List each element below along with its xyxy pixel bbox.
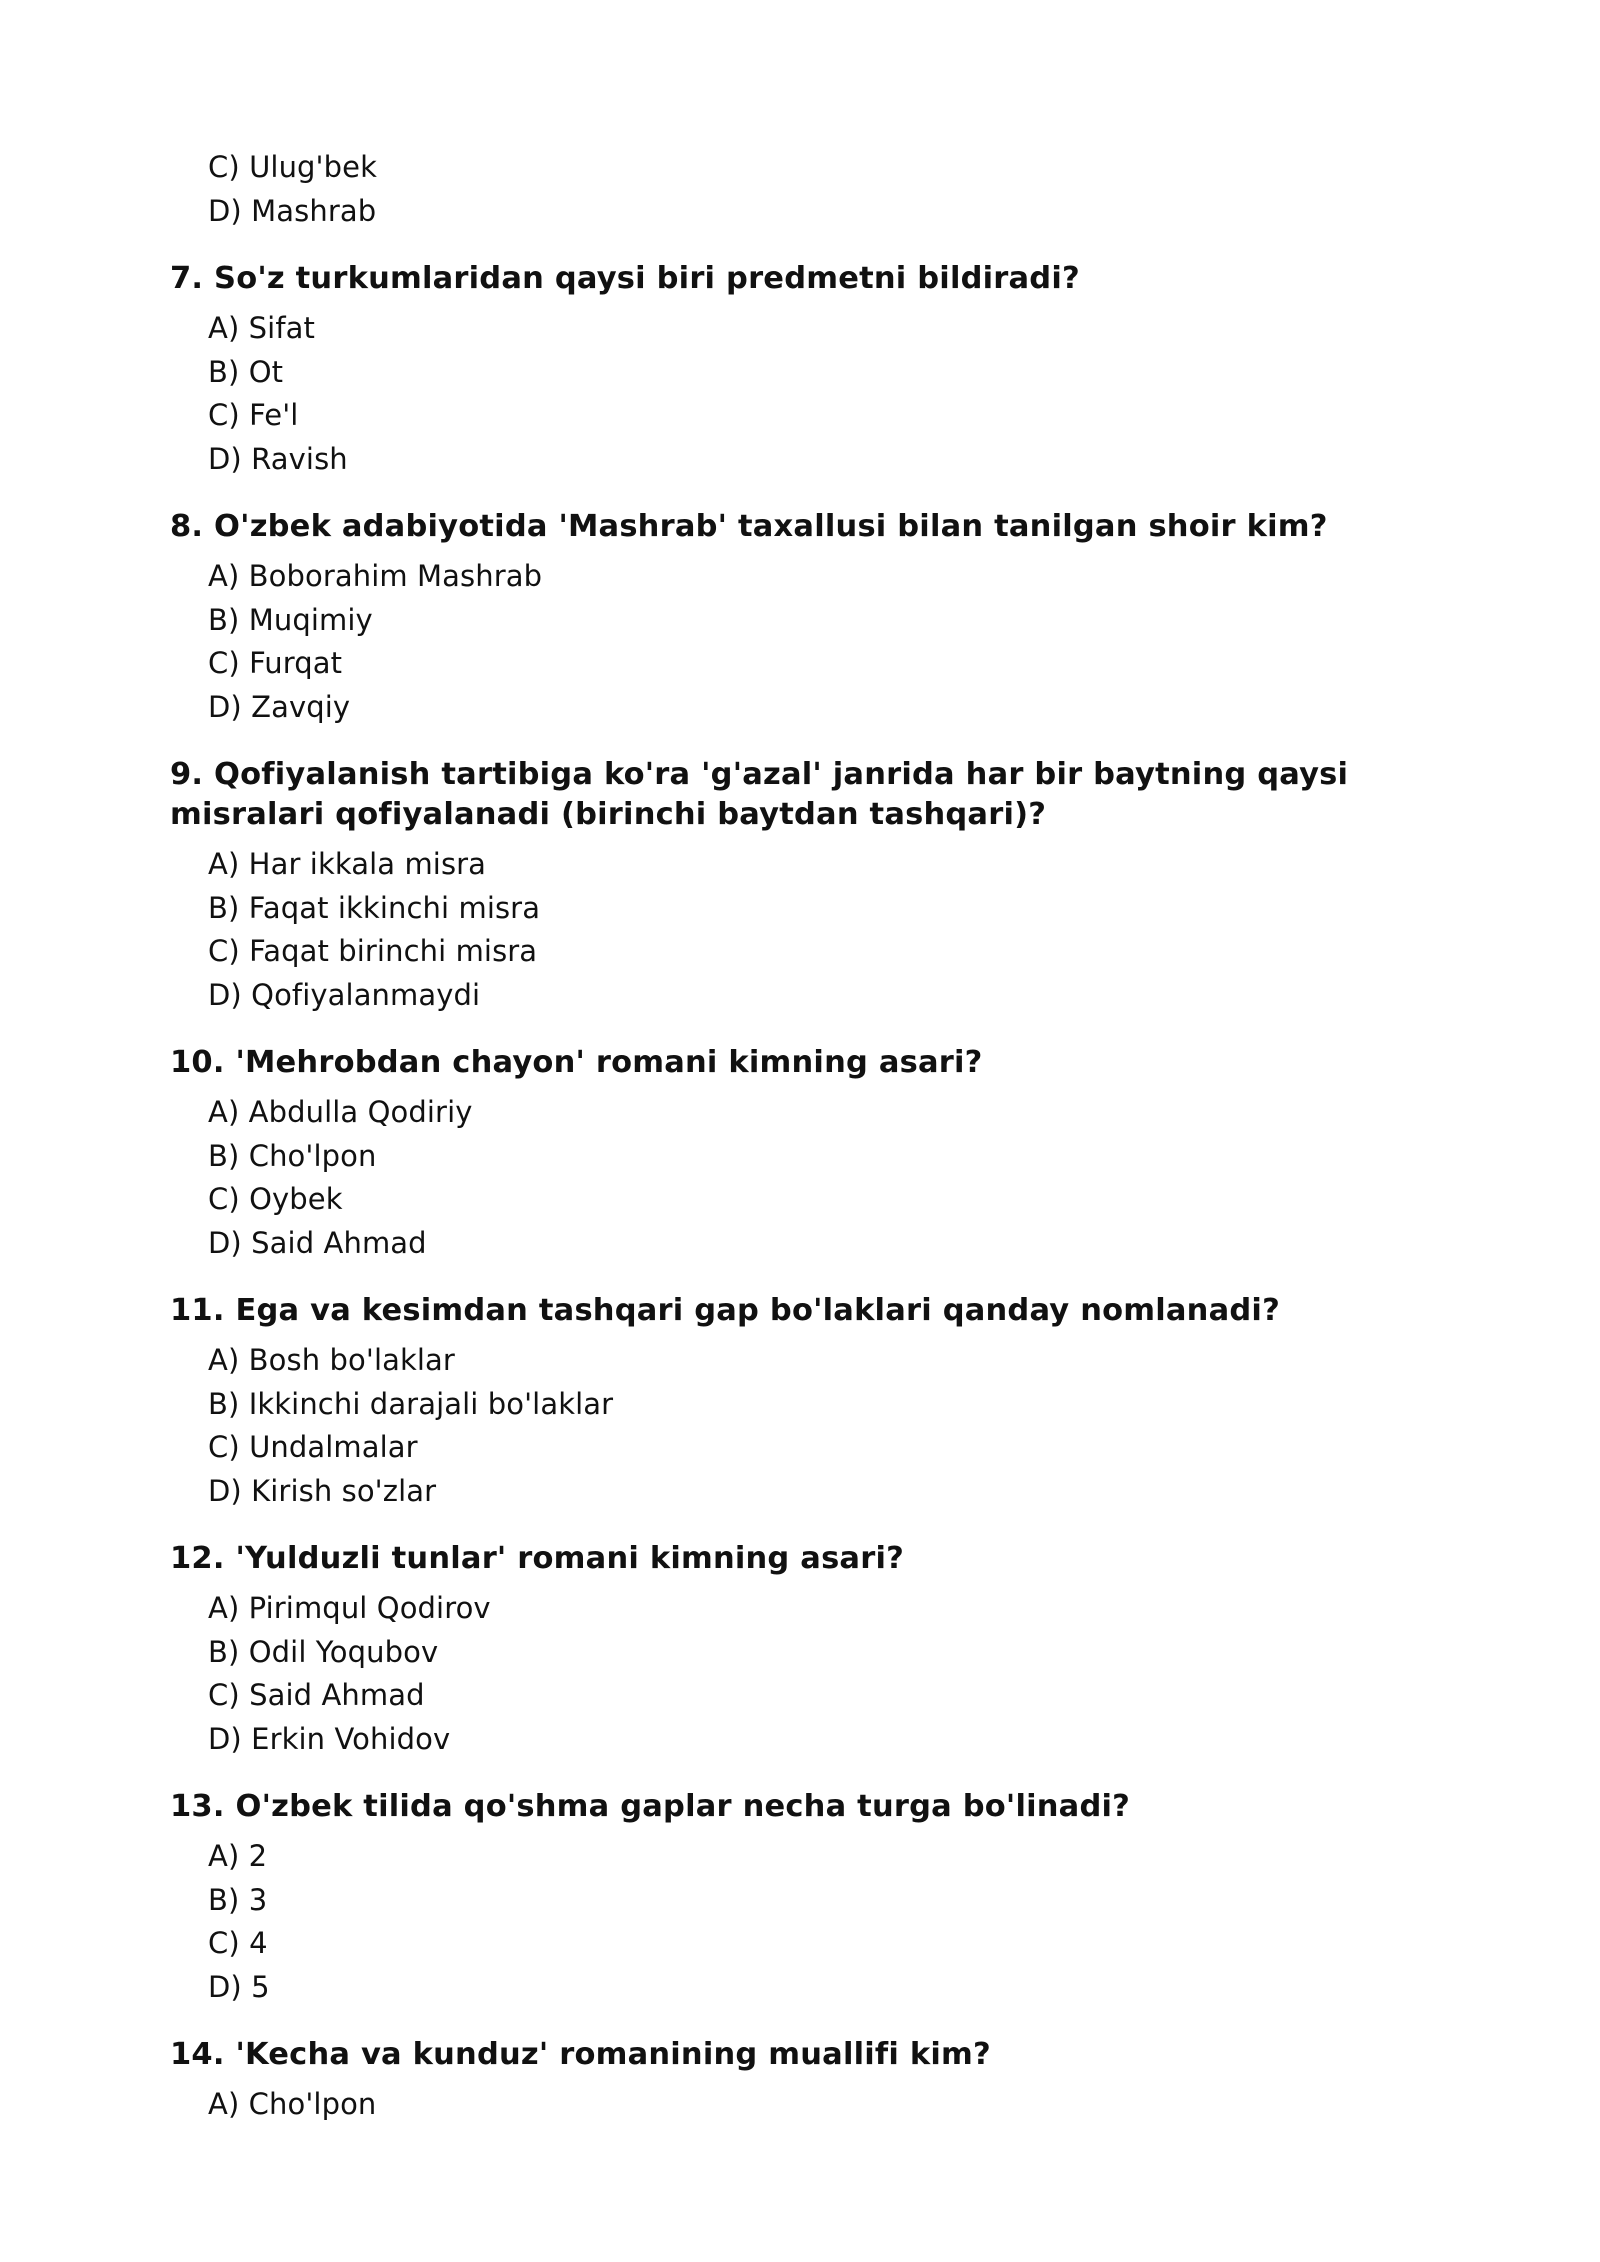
question-title: 13. O'zbek tilida qo'shma gaplar necha turga bo'linadi?	[170, 1789, 1131, 1824]
question-options	[208, 555, 1350, 729]
option-text: A) Pirimqul Qodirov	[208, 1591, 491, 1625]
option-text: A) Cho'lpon	[208, 2087, 377, 2121]
question-options	[208, 307, 1350, 481]
option-text: B) Ikkinchi darajali bo'laklar	[208, 1386, 614, 1421]
option-text: A) Har ikkala misra	[208, 847, 487, 881]
option-text: C) 4	[208, 1926, 268, 1960]
option-text: B) Faqat ikkinchi misra	[208, 890, 541, 925]
question-13	[170, 1787, 1350, 2009]
option-text: D) Zavqiy	[208, 689, 351, 724]
question-options	[208, 1339, 1350, 1513]
option-text: C) Furqat	[208, 646, 343, 680]
option-text: D) Erkin Vohidov	[208, 1721, 451, 1756]
previous-question-options	[208, 146, 1350, 233]
question-options	[208, 1091, 1350, 1265]
option-text: A) Bosh bo'laklar	[208, 1343, 455, 1377]
option-text: C) Faqat birinchi misra	[208, 934, 538, 968]
question-title: 7. So'z turkumlaridan qaysi biri predmetni bildiradi?	[170, 261, 1080, 296]
option-text: C) Said Ahmad	[208, 1678, 425, 1712]
option-text: B) Odil Yoqubov	[208, 1634, 439, 1669]
option-text: A) Sifat	[208, 311, 315, 345]
question-options	[208, 2083, 1350, 2127]
question-options	[208, 1835, 1350, 2009]
option-text: C) Ulug'bek	[208, 150, 377, 184]
option-text: D) Ravish	[208, 441, 348, 476]
option-text: B) 3	[208, 1882, 268, 1917]
option-text: C) Fe'l	[208, 398, 299, 432]
question-14	[170, 2035, 1350, 2127]
question-options	[208, 1587, 1350, 1761]
option-text: B) Ot	[208, 354, 284, 389]
option-text: B) Cho'lpon	[208, 1138, 377, 1173]
option-text: D) Said Ahmad	[208, 1225, 427, 1260]
question-11	[170, 1291, 1350, 1513]
option-text: D) Mashrab	[208, 193, 377, 228]
question-title: 11. Ega va kesimdan tashqari gap bo'laklari qanday nomlanadi?	[170, 1293, 1280, 1328]
question-title: 9. Qofiyalanish tartibiga ko'ra 'g'azal' janrida har bir baytning qaysi misralari qofiyalanadi (birinchi baytdan tashqari)?	[170, 757, 1349, 832]
option-text: A) Abdulla Qodiriy	[208, 1095, 473, 1129]
option-text: C) Undalmalar	[208, 1430, 418, 1464]
question-10	[170, 1043, 1350, 1265]
option-text: C) Oybek	[208, 1182, 343, 1216]
question-title: 10. 'Mehrobdan chayon' romani kimning asari?	[170, 1045, 983, 1080]
question-options	[208, 843, 1350, 1017]
question-7	[170, 259, 1350, 481]
option-text: B) Muqimiy	[208, 602, 373, 637]
option-text: D) Qofiyalanmaydi	[208, 977, 481, 1012]
question-title: 14. 'Kecha va kunduz' romanining muallifi kim?	[170, 2037, 991, 2072]
question-8	[170, 507, 1350, 729]
question-title: 12. 'Yulduzli tunlar' romani kimning asari?	[170, 1541, 904, 1576]
question-12	[170, 1539, 1350, 1761]
option-text: D) Kirish so'zlar	[208, 1473, 437, 1508]
question-title: 8. O'zbek adabiyotida 'Mashrab' taxallusi bilan tanilgan shoir kim?	[170, 509, 1328, 544]
option-text: A) Boborahim Mashrab	[208, 559, 543, 593]
option-text: D) 5	[208, 1969, 270, 2004]
question-9	[170, 755, 1350, 1017]
option-text: A) 2	[208, 1839, 268, 1873]
